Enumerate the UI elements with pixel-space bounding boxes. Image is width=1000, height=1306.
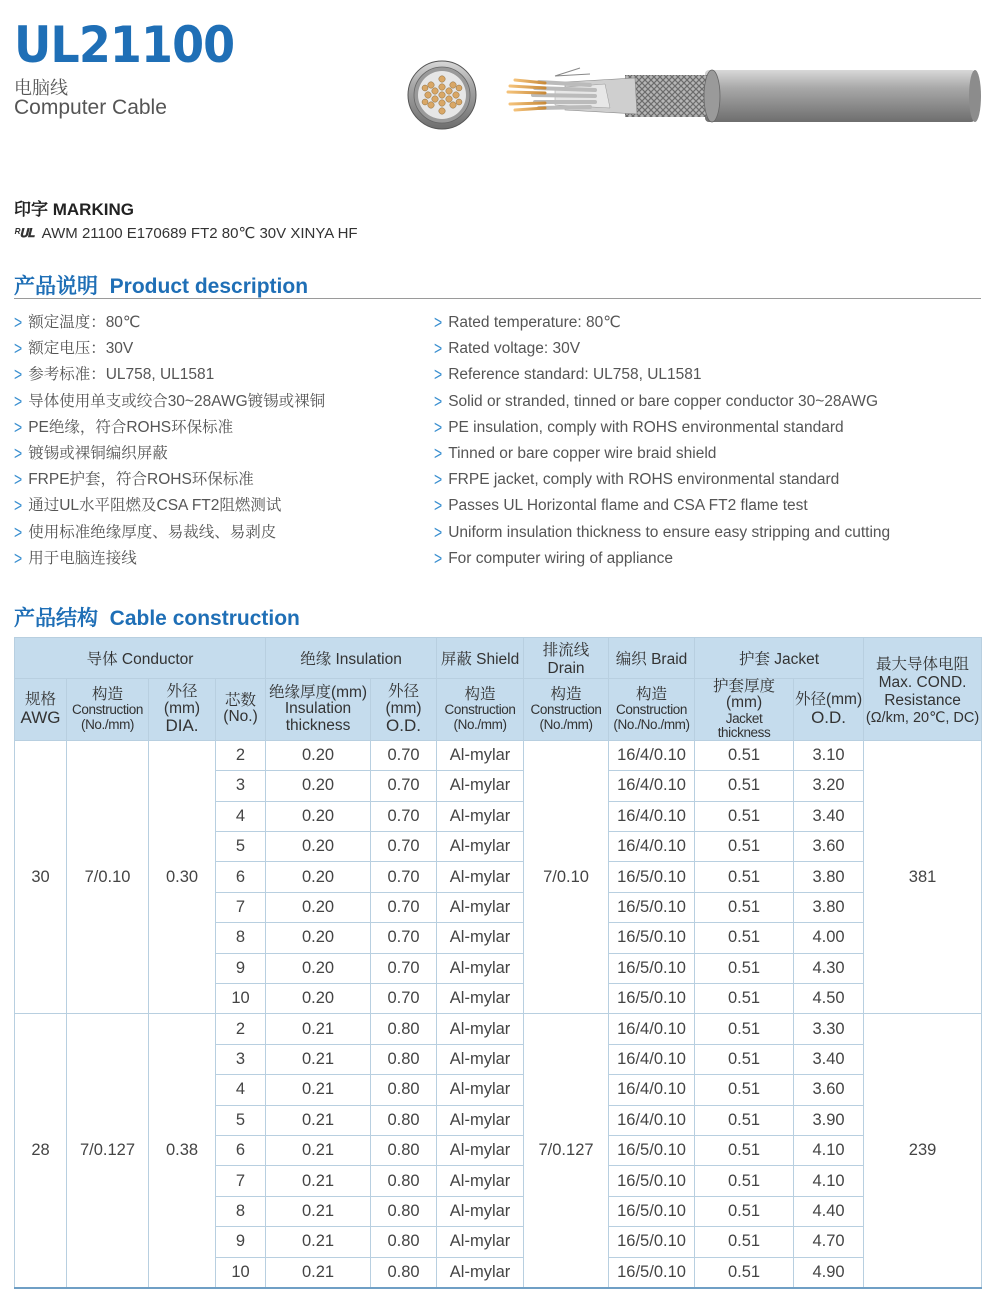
cell-braid: 16/5/0.10 bbox=[609, 1135, 695, 1165]
list-item: > FRPE jacket, comply with ROHS environmental standard bbox=[434, 466, 890, 492]
chevron-right-icon: > bbox=[434, 442, 443, 464]
cell-braid: 16/5/0.10 bbox=[609, 1257, 695, 1288]
cell-jacket-thickness: 0.51 bbox=[695, 923, 794, 953]
cell-insulation-thickness: 0.20 bbox=[266, 832, 371, 862]
cell-od: 4.10 bbox=[794, 1135, 864, 1165]
list-item: > Rated temperature: 80℃ bbox=[434, 309, 890, 335]
cell-jacket-thickness: 0.51 bbox=[695, 1075, 794, 1105]
cell-od: 3.90 bbox=[794, 1105, 864, 1135]
cell-shield: Al-mylar bbox=[437, 1166, 524, 1196]
cell-jacket-thickness: 0.51 bbox=[695, 984, 794, 1014]
cell-braid: 16/4/0.10 bbox=[609, 801, 695, 831]
cell-insulation-thickness: 0.20 bbox=[266, 892, 371, 922]
subtitle-cn: 电脑线 bbox=[14, 78, 68, 98]
cell-insulation-od: 0.70 bbox=[371, 771, 437, 801]
cell-braid: 16/5/0.10 bbox=[609, 892, 695, 922]
cell-od: 3.80 bbox=[794, 892, 864, 922]
list-item: > 通过UL水平阻燃及CSA FT2阻燃测试 bbox=[14, 492, 325, 518]
product-description-title bbox=[14, 270, 308, 300]
cell-insulation-thickness: 0.21 bbox=[266, 1014, 371, 1044]
cell-awg: 28 bbox=[15, 1014, 67, 1288]
cell-od: 3.10 bbox=[794, 740, 864, 770]
cell-shield: Al-mylar bbox=[437, 801, 524, 831]
header-insulation-od: 外径(mm) O.D. bbox=[371, 679, 437, 741]
chevron-right-icon: > bbox=[14, 337, 23, 359]
cell-insulation-thickness: 0.20 bbox=[266, 862, 371, 892]
cell-cores: 2 bbox=[216, 740, 266, 770]
cell-insulation-thickness: 0.21 bbox=[266, 1227, 371, 1257]
cell-insulation-od: 0.70 bbox=[371, 832, 437, 862]
cell-jacket-thickness: 0.51 bbox=[695, 1257, 794, 1288]
cell-od: 4.50 bbox=[794, 984, 864, 1014]
chevron-right-icon: > bbox=[434, 521, 443, 542]
cell-od: 3.60 bbox=[794, 832, 864, 862]
cell-cores: 7 bbox=[216, 1166, 266, 1196]
cell-insulation-thickness: 0.20 bbox=[266, 984, 371, 1014]
cell-cores: 10 bbox=[216, 1257, 266, 1288]
cell-jacket-thickness: 0.51 bbox=[695, 832, 794, 862]
chevron-right-icon: > bbox=[14, 468, 23, 490]
cell-shield: Al-mylar bbox=[437, 953, 524, 983]
cell-braid: 16/4/0.10 bbox=[609, 1105, 695, 1135]
cell-cores: 3 bbox=[216, 771, 266, 801]
list-item: > 镀锡或裸铜编织屏蔽 bbox=[14, 440, 325, 466]
cell-braid: 16/5/0.10 bbox=[609, 1196, 695, 1226]
marking-line bbox=[14, 224, 358, 242]
cell-insulation-thickness: 0.21 bbox=[266, 1105, 371, 1135]
list-item: > 额定电压：30V bbox=[14, 335, 325, 361]
cell-shield: Al-mylar bbox=[437, 1227, 524, 1257]
header-jacket-thickness: 护套厚度(mm) Jacket thickness bbox=[695, 679, 794, 741]
cell-cores: 7 bbox=[216, 892, 266, 922]
chevron-right-icon: > bbox=[14, 311, 23, 333]
cell-drain: 7/0.127 bbox=[524, 1014, 609, 1288]
header-dia: 外径(mm) DIA. bbox=[149, 679, 216, 741]
cable-construction-title-cn: 产品结构 bbox=[14, 607, 98, 630]
cell-jacket-thickness: 0.51 bbox=[695, 1105, 794, 1135]
cell-insulation-thickness: 0.20 bbox=[266, 923, 371, 953]
cable-cross-section-and-cutaway-icon bbox=[405, 50, 985, 140]
cell-cores: 5 bbox=[216, 1105, 266, 1135]
cell-cores: 9 bbox=[216, 953, 266, 983]
cell-braid: 16/4/0.10 bbox=[609, 740, 695, 770]
cell-insulation-od: 0.80 bbox=[371, 1135, 437, 1165]
list-item: > Rated voltage: 30V bbox=[434, 335, 890, 361]
cell-jacket-thickness: 0.51 bbox=[695, 1135, 794, 1165]
cell-conductor-construction: 7/0.10 bbox=[67, 740, 149, 1014]
cell-cores: 8 bbox=[216, 923, 266, 953]
list-item: > PE insulation, comply with ROHS environmental standard bbox=[434, 414, 890, 440]
list-item: > PE绝缘，符合ROHS环保标准 bbox=[14, 414, 325, 440]
cell-insulation-thickness: 0.21 bbox=[266, 1075, 371, 1105]
chevron-right-icon: > bbox=[434, 494, 443, 516]
header-jacket: 护套 Jacket bbox=[695, 638, 864, 679]
cell-cores: 6 bbox=[216, 862, 266, 892]
cell-od: 3.60 bbox=[794, 1075, 864, 1105]
cell-jacket-thickness: 0.51 bbox=[695, 1044, 794, 1074]
cell-shield: Al-mylar bbox=[437, 862, 524, 892]
list-item: > 参考标准：UL758, UL1581 bbox=[14, 361, 325, 387]
cell-insulation-thickness: 0.20 bbox=[266, 771, 371, 801]
cell-od: 3.30 bbox=[794, 1014, 864, 1044]
chevron-right-icon: > bbox=[434, 311, 443, 333]
cell-insulation-od: 0.80 bbox=[371, 1227, 437, 1257]
cell-shield: Al-mylar bbox=[437, 1044, 524, 1074]
cell-braid: 16/4/0.10 bbox=[609, 1075, 695, 1105]
cell-od: 4.90 bbox=[794, 1257, 864, 1288]
list-item: > 额定温度：80℃ bbox=[14, 309, 325, 335]
cell-insulation-od: 0.80 bbox=[371, 1075, 437, 1105]
section-divider bbox=[14, 298, 981, 299]
cell-braid: 16/5/0.10 bbox=[609, 862, 695, 892]
ul-listed-icon: ᴿ𝐔𝐋 bbox=[14, 225, 34, 240]
list-item: > Tinned or bare copper wire braid shield bbox=[434, 440, 890, 466]
cell-jacket-thickness: 0.51 bbox=[695, 1014, 794, 1044]
cell-resistance: 381 bbox=[864, 740, 982, 1014]
chevron-right-icon: > bbox=[14, 547, 23, 569]
cell-od: 3.40 bbox=[794, 801, 864, 831]
list-item: > For computer wiring of appliance bbox=[434, 545, 890, 571]
list-item: > 导体使用单支或绞合30~28AWG镀锡或裸铜 bbox=[14, 388, 325, 414]
cell-braid: 16/5/0.10 bbox=[609, 984, 695, 1014]
cell-insulation-od: 0.80 bbox=[371, 1196, 437, 1226]
header-awg: 规格 AWG bbox=[15, 679, 67, 741]
table-row bbox=[15, 740, 982, 770]
cell-jacket-thickness: 0.51 bbox=[695, 740, 794, 770]
cell-jacket-thickness: 0.51 bbox=[695, 1227, 794, 1257]
cell-insulation-od: 0.80 bbox=[371, 1044, 437, 1074]
cell-insulation-thickness: 0.20 bbox=[266, 740, 371, 770]
cell-insulation-od: 0.80 bbox=[371, 1166, 437, 1196]
cell-insulation-od: 0.70 bbox=[371, 984, 437, 1014]
cell-braid: 16/4/0.10 bbox=[609, 1014, 695, 1044]
cell-shield: Al-mylar bbox=[437, 1075, 524, 1105]
header-drain: 排流线 Drain bbox=[524, 638, 609, 679]
cell-shield: Al-mylar bbox=[437, 1196, 524, 1226]
cell-insulation-od: 0.80 bbox=[371, 1257, 437, 1288]
spec-table bbox=[14, 637, 982, 1289]
cell-od: 3.40 bbox=[794, 1044, 864, 1074]
cell-od: 4.70 bbox=[794, 1227, 864, 1257]
cell-cores: 6 bbox=[216, 1135, 266, 1165]
cell-od: 4.40 bbox=[794, 1196, 864, 1226]
cell-od: 4.00 bbox=[794, 923, 864, 953]
subtitle-en: Computer Cable bbox=[14, 96, 167, 119]
table-row bbox=[15, 1014, 982, 1044]
cell-cores: 2 bbox=[216, 1014, 266, 1044]
cell-braid: 16/4/0.10 bbox=[609, 832, 695, 862]
marking-text: AWM 21100 E170689 FT2 80℃ 30V XINYA HF bbox=[41, 225, 358, 242]
cell-jacket-thickness: 0.51 bbox=[695, 1196, 794, 1226]
cell-shield: Al-mylar bbox=[437, 1105, 524, 1135]
header-cores: 芯数 (No.) bbox=[216, 679, 266, 741]
cell-insulation-od: 0.70 bbox=[371, 801, 437, 831]
product-description-title-en: Product description bbox=[109, 275, 309, 298]
list-item: > 用于电脑连接线 bbox=[14, 545, 325, 571]
chevron-right-icon: > bbox=[434, 416, 443, 438]
cell-od: 3.80 bbox=[794, 862, 864, 892]
chevron-right-icon: > bbox=[434, 468, 443, 490]
description-list-cn bbox=[14, 309, 325, 571]
cell-shield: Al-mylar bbox=[437, 832, 524, 862]
list-item: > Solid or stranded, tinned or bare copper conductor 30~28AWG bbox=[434, 388, 890, 414]
cell-braid: 16/4/0.10 bbox=[609, 1044, 695, 1074]
chevron-right-icon: > bbox=[14, 442, 23, 464]
spec-table-body bbox=[15, 740, 982, 1288]
cell-insulation-od: 0.70 bbox=[371, 953, 437, 983]
chevron-right-icon: > bbox=[14, 521, 23, 542]
cell-insulation-thickness: 0.21 bbox=[266, 1196, 371, 1226]
cell-od: 4.10 bbox=[794, 1166, 864, 1196]
cell-shield: Al-mylar bbox=[437, 771, 524, 801]
cell-cores: 10 bbox=[216, 984, 266, 1014]
chevron-right-icon: > bbox=[434, 390, 443, 411]
header-jacket-od: 外径(mm) O.D. bbox=[794, 679, 864, 741]
cell-cores: 3 bbox=[216, 1044, 266, 1074]
cell-jacket-thickness: 0.51 bbox=[695, 892, 794, 922]
cell-braid: 16/5/0.10 bbox=[609, 953, 695, 983]
cell-shield: Al-mylar bbox=[437, 892, 524, 922]
cell-insulation-thickness: 0.20 bbox=[266, 953, 371, 983]
cell-resistance: 239 bbox=[864, 1014, 982, 1288]
header-conductor: 导体 Conductor bbox=[15, 638, 266, 679]
chevron-right-icon: > bbox=[14, 494, 23, 516]
cell-shield: Al-mylar bbox=[437, 1135, 524, 1165]
header-conductor-construction: 构造 Construction (No./mm) bbox=[67, 679, 149, 741]
list-item: > Reference standard: UL758, UL1581 bbox=[434, 361, 890, 387]
cell-shield: Al-mylar bbox=[437, 1014, 524, 1044]
cell-braid: 16/5/0.10 bbox=[609, 923, 695, 953]
list-item: > Passes UL Horizontal flame and CSA FT2 flame test bbox=[434, 492, 890, 518]
header-insulation-thickness: 绝缘厚度(mm) Insulation thickness bbox=[266, 679, 371, 741]
cell-insulation-od: 0.70 bbox=[371, 740, 437, 770]
cell-insulation-thickness: 0.21 bbox=[266, 1044, 371, 1074]
cell-cores: 5 bbox=[216, 832, 266, 862]
cell-cores: 4 bbox=[216, 1075, 266, 1105]
product-description-title-cn: 产品说明 bbox=[14, 275, 98, 298]
cell-drain: 7/0.10 bbox=[524, 740, 609, 1014]
chevron-right-icon: > bbox=[434, 363, 443, 385]
cell-insulation-thickness: 0.21 bbox=[266, 1166, 371, 1196]
header-braid-construction: 构造 Construction (No./No./mm) bbox=[609, 679, 695, 741]
chevron-right-icon: > bbox=[434, 547, 443, 569]
header-resistance: 最大导体电阻 Max. COND. Resistance (Ω/km, 20℃, DC) bbox=[864, 638, 982, 741]
header-braid: 编织 Braid bbox=[609, 638, 695, 679]
header-drain-construction: 构造 Construction (No./mm) bbox=[524, 679, 609, 741]
cell-insulation-thickness: 0.21 bbox=[266, 1257, 371, 1288]
cable-construction-title bbox=[14, 602, 300, 632]
header-insulation: 绝缘 Insulation bbox=[266, 638, 437, 679]
cell-insulation-od: 0.70 bbox=[371, 892, 437, 922]
cell-shield: Al-mylar bbox=[437, 1257, 524, 1288]
cell-jacket-thickness: 0.51 bbox=[695, 801, 794, 831]
cell-braid: 16/5/0.10 bbox=[609, 1227, 695, 1257]
list-item: > 使用标准绝缘厚度、易裁线、易剥皮 bbox=[14, 519, 325, 545]
cell-cores: 9 bbox=[216, 1227, 266, 1257]
list-item: > FRPE护套，符合ROHS环保标准 bbox=[14, 466, 325, 492]
cell-shield: Al-mylar bbox=[437, 740, 524, 770]
cell-jacket-thickness: 0.51 bbox=[695, 862, 794, 892]
cell-jacket-thickness: 0.51 bbox=[695, 953, 794, 983]
cell-od: 3.20 bbox=[794, 771, 864, 801]
cell-shield: Al-mylar bbox=[437, 923, 524, 953]
cell-cores: 8 bbox=[216, 1196, 266, 1226]
cell-braid: 16/5/0.10 bbox=[609, 1166, 695, 1196]
marking-title: 印字 MARKING bbox=[14, 200, 134, 219]
cell-insulation-od: 0.80 bbox=[371, 1105, 437, 1135]
header-shield-construction: 构造 Construction (No./mm) bbox=[437, 679, 524, 741]
cell-od: 4.30 bbox=[794, 953, 864, 983]
cell-insulation-od: 0.70 bbox=[371, 923, 437, 953]
cell-cores: 4 bbox=[216, 801, 266, 831]
cell-insulation-thickness: 0.21 bbox=[266, 1135, 371, 1165]
description-list-en bbox=[434, 309, 890, 571]
cell-jacket-thickness: 0.51 bbox=[695, 1166, 794, 1196]
cell-dia: 0.30 bbox=[149, 740, 216, 1014]
cell-jacket-thickness: 0.51 bbox=[695, 771, 794, 801]
cell-insulation-od: 0.70 bbox=[371, 862, 437, 892]
cell-insulation-od: 0.80 bbox=[371, 1014, 437, 1044]
cell-conductor-construction: 7/0.127 bbox=[67, 1014, 149, 1288]
header-shield: 屏蔽 Shield bbox=[437, 638, 524, 679]
chevron-right-icon: > bbox=[14, 390, 23, 411]
chevron-right-icon: > bbox=[14, 363, 23, 385]
cell-awg: 30 bbox=[15, 740, 67, 1014]
cell-braid: 16/4/0.10 bbox=[609, 771, 695, 801]
cell-shield: Al-mylar bbox=[437, 984, 524, 1014]
page-title: UL21100 bbox=[14, 16, 235, 74]
list-item: > Uniform insulation thickness to ensure easy stripping and cutting bbox=[434, 519, 890, 545]
chevron-right-icon: > bbox=[14, 416, 23, 438]
chevron-right-icon: > bbox=[434, 337, 443, 359]
cell-insulation-thickness: 0.20 bbox=[266, 801, 371, 831]
cable-construction-title-en: Cable construction bbox=[109, 607, 300, 630]
cell-dia: 0.38 bbox=[149, 1014, 216, 1288]
